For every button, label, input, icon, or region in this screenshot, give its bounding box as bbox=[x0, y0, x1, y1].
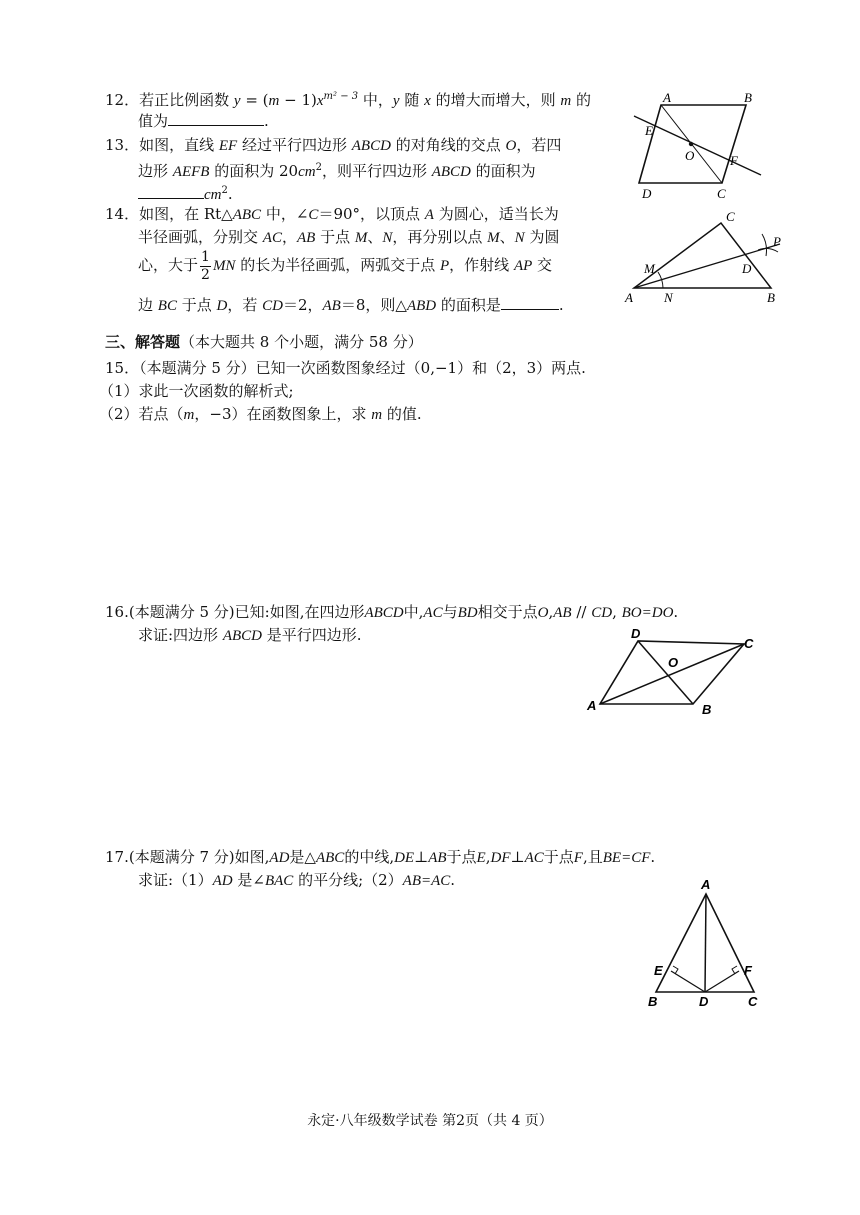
q16-line2: 求证:四边形 ABCD 是平行四边形. bbox=[138, 626, 362, 644]
fig13-label-D: D bbox=[642, 186, 652, 201]
q14-line4: 边 BC 于点 D，若 CD＝2，AB＝8，则△ABD 的面积是 . bbox=[138, 296, 564, 314]
page-footer: 永定·八年级数学试卷 第2页（共 4 页） bbox=[307, 1113, 553, 1129]
fig14-label-M: M bbox=[644, 261, 655, 276]
fig16-label-A: A bbox=[587, 698, 597, 713]
fig13-label-B: B bbox=[744, 90, 752, 105]
q14-line2: 半径画弧，分别交 AC，AB 于点 M、N，再分别以点 M、N 为圆 bbox=[138, 228, 560, 246]
fig16-label-B: B bbox=[702, 702, 712, 717]
q12-line2: 值为 . bbox=[138, 112, 269, 130]
fig14-label-P: P bbox=[773, 234, 781, 249]
q16-line1: 16.(本题满分 5 分)已知:如图,在四边形ABCD中,AC与BD相交于点O,AB // CD, BO=DO. bbox=[105, 603, 679, 621]
q13-line3: $cm^2$. bbox=[138, 180, 233, 206]
fig17-label-B: B bbox=[648, 994, 658, 1009]
fig14-label-B: B bbox=[767, 290, 775, 305]
fig17-label-D: D bbox=[699, 994, 709, 1009]
fig17-label-F: F bbox=[744, 963, 752, 978]
q13-line2: 边形 AEFB 的面积为 $20cm^2$，则平行四边形 ABCD 的面积为 bbox=[138, 162, 536, 180]
fig14-label-N: N bbox=[664, 290, 673, 305]
q14-line1: 14．如图，在 Rt△ABC 中，∠C＝90°，以顶点 A 为圆心，适当长为 bbox=[105, 205, 559, 223]
q15-sub2: （2）若点（m，−3）在函数图象上，求 m 的值. bbox=[99, 405, 422, 423]
fig13-label-C: C bbox=[717, 186, 726, 201]
fig16-label-C: C bbox=[744, 636, 754, 651]
fig17-label-E: E bbox=[654, 963, 663, 978]
q12-answer-blank[interactable] bbox=[168, 110, 264, 126]
fig16-label-D: D bbox=[631, 626, 641, 641]
q13-answer-blank[interactable] bbox=[138, 183, 204, 199]
q13-line1: 13．如图，直线 EF 经过平行四边形 ABCD 的对角线的交点 O，若四 bbox=[105, 136, 562, 154]
figure-q16-quadrilateral bbox=[582, 624, 772, 718]
figure-q13-parallelogram bbox=[628, 88, 778, 204]
section3-title: 三、解答题 bbox=[105, 333, 181, 351]
fig13-label-O: O bbox=[685, 148, 695, 163]
q14-line3: 心，大于 $\frac{1}{2}$ MN 的长为半径画弧，两弧交于点 P，作射线 AP 交 bbox=[138, 248, 553, 283]
fig14-label-D: D bbox=[742, 261, 752, 276]
q14-answer-blank[interactable] bbox=[501, 294, 559, 310]
q15-line1: 15．（本题满分 5 分）已知一次函数图象经过（0,−1）和（2，3）两点. bbox=[105, 359, 586, 377]
fig13-label-F: F bbox=[730, 153, 738, 168]
fig14-label-C: C bbox=[726, 209, 735, 224]
figure-q17-triangle bbox=[644, 874, 774, 1014]
q14-fraction: $\frac{1}{2}$ bbox=[201, 248, 210, 283]
section3-heading bbox=[105, 331, 423, 353]
q12-line1: 12．若正比例函数 $y = (m - 1)x^{m^2 - 3}$ 中，y 随 x 的增大而增大，则 m 的 bbox=[105, 91, 591, 109]
fig16-label-O: O bbox=[668, 655, 679, 670]
fig17-label-A: A bbox=[701, 877, 711, 892]
q15-sub1: （1）求此一次函数的解析式; bbox=[99, 382, 294, 400]
figure-q14-triangle bbox=[622, 208, 792, 310]
q12-exponent: m² − 3 bbox=[323, 91, 359, 102]
q17-line1: 17.(本题满分 7 分)如图,AD是△ABC的中线,DE⊥AB于点E,DF⊥AC于点F,且BE=CF. bbox=[105, 848, 656, 866]
section3-note: （本大题共 8 个小题，满分 58 分） bbox=[180, 333, 423, 351]
q17-line2: 求证:（1）AD 是∠BAC 的平分线;（2）AB=AC. bbox=[138, 871, 456, 889]
fig17-label-C: C bbox=[748, 994, 758, 1009]
fig14-label-A: A bbox=[625, 290, 633, 305]
fig13-label-A: A bbox=[663, 90, 671, 105]
fig13-label-E: E bbox=[645, 123, 653, 138]
